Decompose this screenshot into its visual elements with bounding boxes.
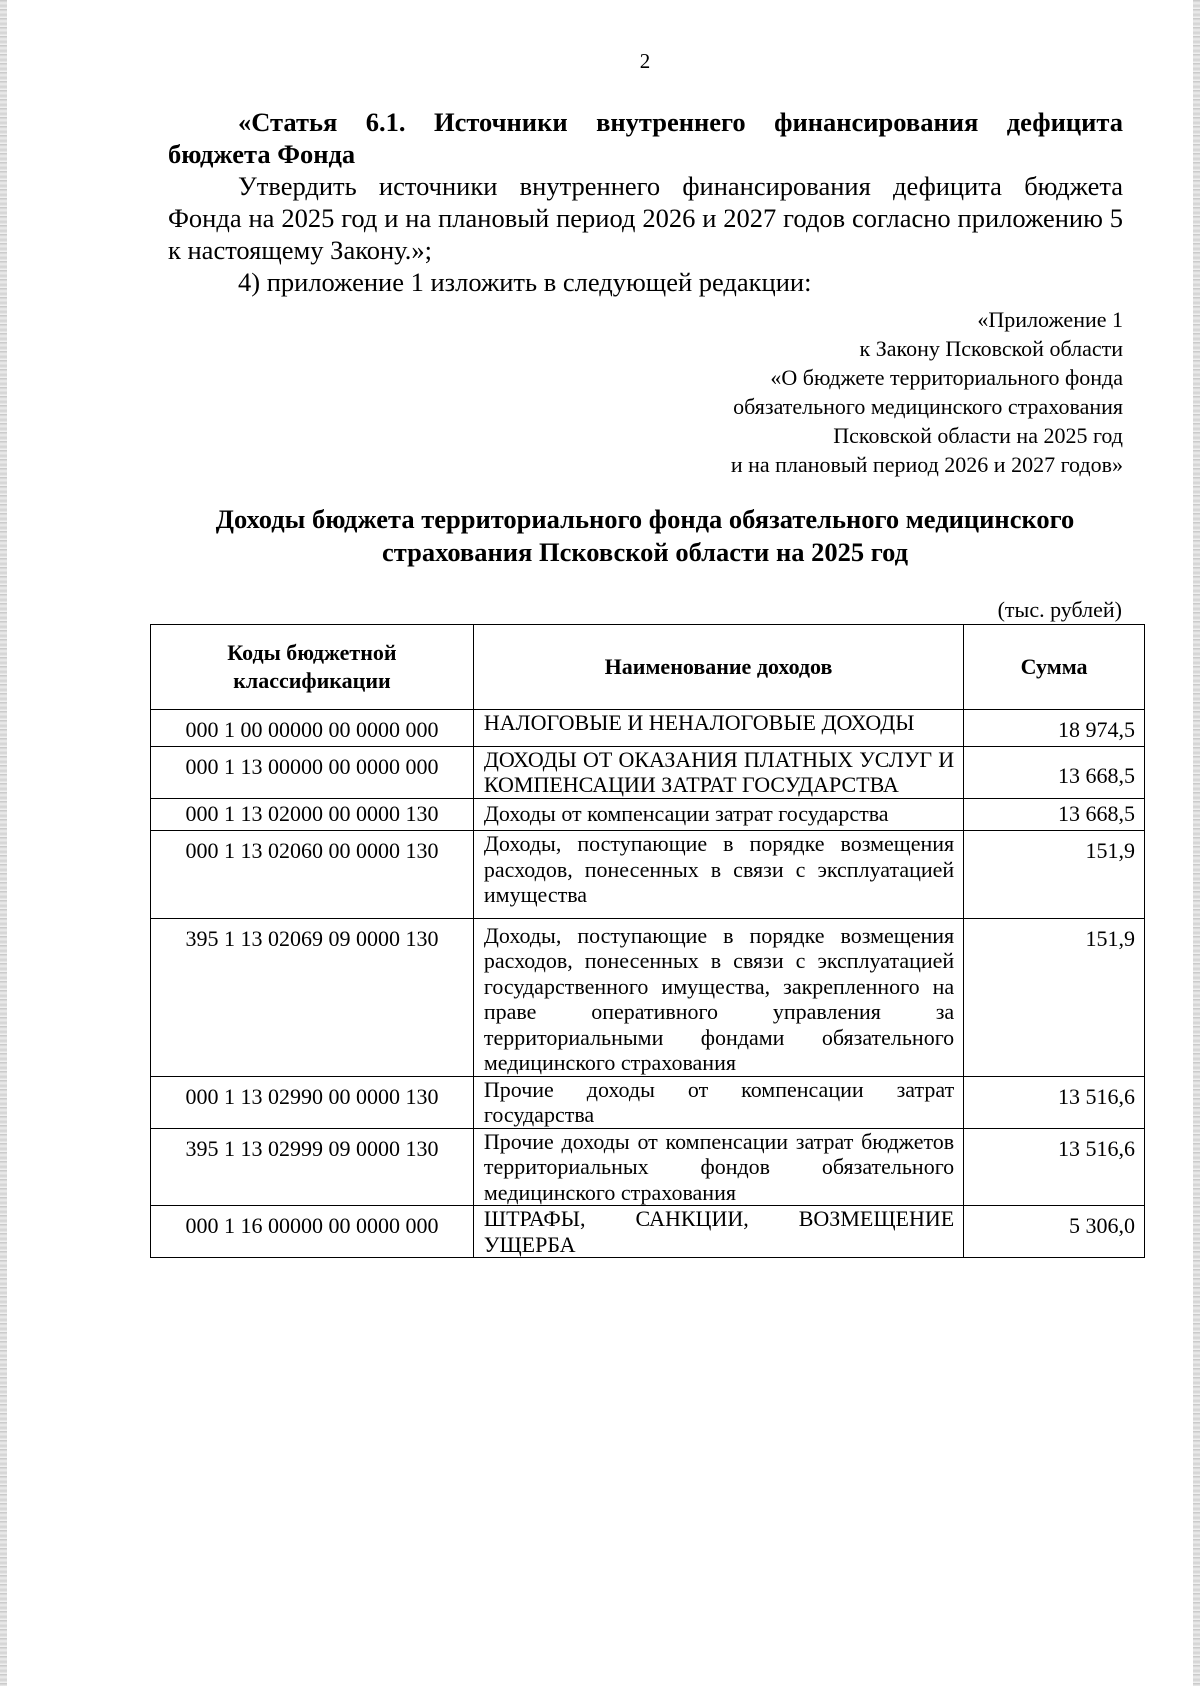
column-header-name: Наименование доходов (473, 625, 963, 710)
table-row (151, 1128, 1145, 1206)
sum-cell: 13 516,6 (964, 1076, 1145, 1128)
code-cell: 000 1 13 00000 00 0000 000 (151, 746, 474, 798)
table-title-line: страхования Псковской области на 2025 год (382, 537, 908, 567)
code-cell: 395 1 13 02069 09 0000 130 (151, 918, 474, 1076)
code-cell: 000 1 13 02000 00 0000 130 (151, 798, 474, 831)
table-row (151, 710, 1145, 747)
column-header-sum: Сумма (964, 625, 1145, 710)
annex-line: к Закону Псковской области (859, 336, 1123, 361)
name-cell: ДОХОДЫ ОТ ОКАЗАНИЯ ПЛАТНЫХ УСЛУГ И КОМПЕНСАЦИИ ЗАТРАТ ГОСУДАРСТВА (473, 746, 963, 798)
name-cell: Прочие доходы от компенсации затрат бюджетов территориальных фондов обязательного медицинского страхования (473, 1128, 963, 1206)
annex-line: и на плановый период 2026 и 2027 годов» (730, 452, 1123, 477)
annex-line: «Приложение 1 (977, 307, 1123, 332)
name-cell: НАЛОГОВЫЕ И НЕНАЛОГОВЫЕ ДОХОДЫ (473, 710, 963, 747)
table-row (151, 798, 1145, 831)
sum-cell: 151,9 (964, 918, 1145, 1076)
table-title-line: Доходы бюджета территориального фонда обязательного медицинского (215, 504, 1075, 534)
column-header-code (151, 625, 474, 710)
sum-cell: 13 668,5 (964, 746, 1145, 798)
table-row (151, 1076, 1145, 1128)
annex-line: Псковской области на 2025 год (833, 423, 1123, 448)
code-cell: 000 1 13 02060 00 0000 130 (151, 831, 474, 919)
table-row (151, 831, 1145, 919)
table-row (151, 746, 1145, 798)
sum-cell: 151,9 (964, 831, 1145, 919)
scan-edge-right (1193, 0, 1200, 1686)
article-body: Утвердить источники внутреннего финансирования дефицита бюджета Фонда на 2025 год и на плановый период 2026 и 2027 годов согласно приложению 5 к настоящему Закону.»; (168, 171, 1123, 265)
article-section (168, 106, 1123, 298)
annex-reference (731, 305, 1123, 479)
code-cell: 000 1 16 00000 00 0000 000 (151, 1206, 474, 1258)
code-cell: 395 1 13 02999 09 0000 130 (151, 1128, 474, 1206)
page-number: 2 (639, 49, 651, 73)
table-row (151, 1206, 1145, 1258)
sum-cell: 5 306,0 (964, 1206, 1145, 1258)
table-title (140, 503, 1150, 569)
name-cell: Доходы от компенсации затрат государства (473, 798, 963, 831)
sum-cell: 18 974,5 (964, 710, 1145, 747)
table-row (151, 918, 1145, 1076)
annex-line: «О бюджете территориального фонда (770, 365, 1123, 390)
income-table (150, 624, 1145, 1258)
article-heading: «Статья 6.1. Источники внутреннего финансирования дефицита бюджета Фонда (168, 107, 1123, 169)
code-cell: 000 1 13 02990 00 0000 130 (151, 1076, 474, 1128)
name-cell: Доходы, поступающие в порядке возмещения расходов, понесенных в связи с эксплуатацией имущества (473, 831, 963, 919)
name-cell: ШТРАФЫ, САНКЦИИ, ВОЗМЕЩЕНИЕ УЩЕРБА (473, 1206, 963, 1258)
column-header-code-line: Коды бюджетной (227, 640, 397, 665)
column-header-code-line: классификации (233, 668, 391, 693)
code-cell: 000 1 00 00000 00 0000 000 (151, 710, 474, 747)
annex-line: обязательного медицинского страхования (733, 394, 1123, 419)
amendment-item: 4) приложение 1 изложить в следующей редакции: (238, 267, 812, 297)
table-header-row (151, 625, 1145, 710)
name-cell: Доходы, поступающие в порядке возмещения расходов, понесенных в связи с эксплуатацией государственного имущества, закрепленного на праве оперативного управления за территориальными фондами обязательного медицинского страхования (473, 918, 963, 1076)
name-cell: Прочие доходы от компенсации затрат государства (473, 1076, 963, 1128)
scan-edge-left (0, 0, 7, 1686)
unit-note: (тыс. рублей) (997, 597, 1122, 622)
sum-cell: 13 668,5 (964, 798, 1145, 831)
sum-cell: 13 516,6 (964, 1128, 1145, 1206)
